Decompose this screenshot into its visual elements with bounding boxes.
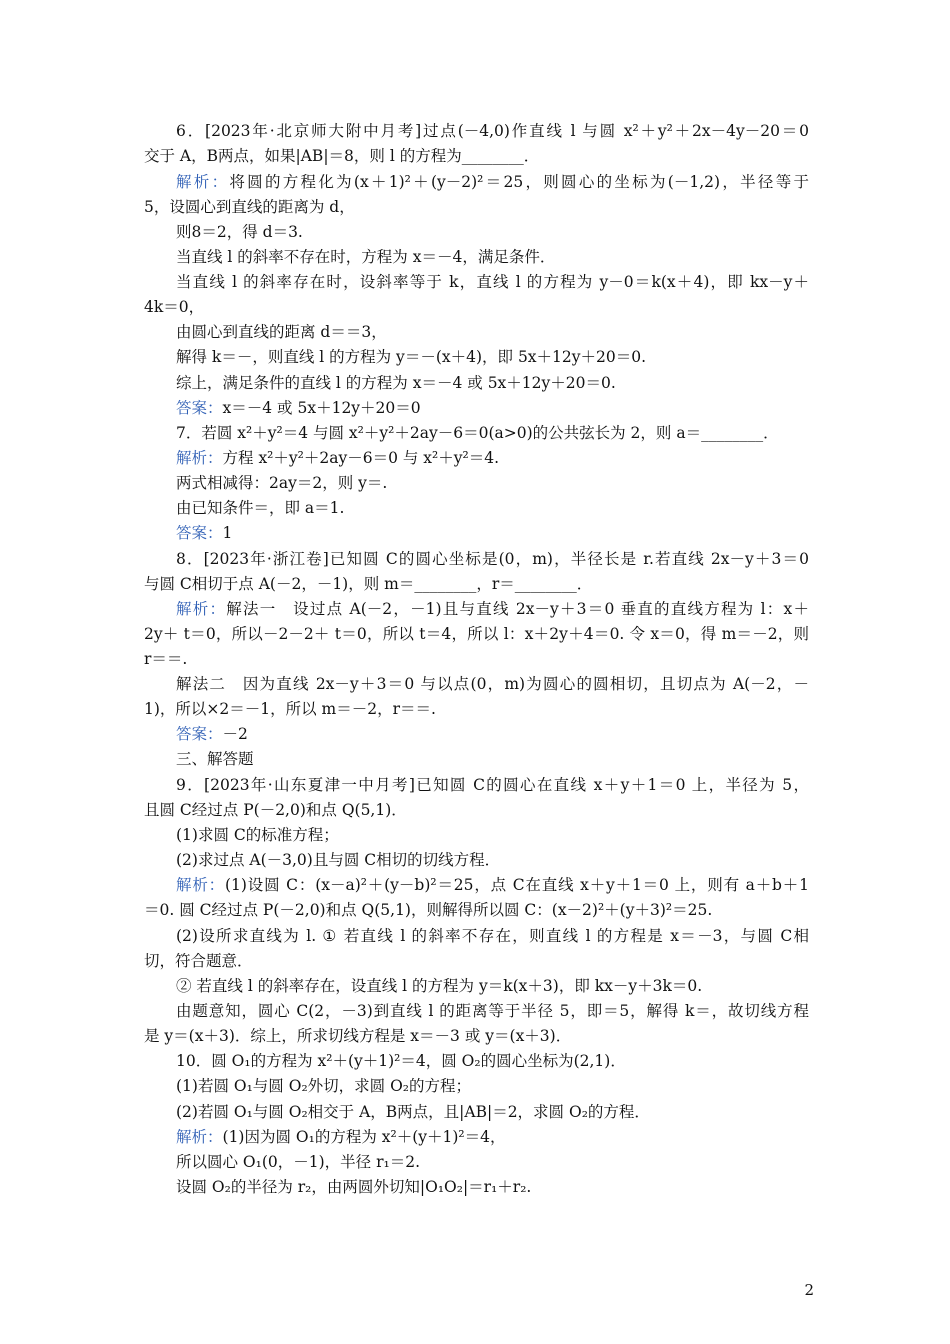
- answer-7: [176, 523, 809, 543]
- solution-6-line-9: [176, 373, 809, 393]
- jiexi-label: 解析：: [176, 173, 230, 191]
- text: 1)，所以×2＝－1，所以 m＝－2，r＝＝.: [144, 700, 436, 718]
- answer-8: [176, 724, 809, 744]
- text: 6．[2023年·北京师大附中月考]过点(－4,0)作直线 l 与圆 x²＋y²＋2x－4y－20＝0: [176, 122, 809, 140]
- text: 解法一 设过点 A(－2，－1)且与直线 2x－y＋3＝0 垂直的直线方程为 l：x＋: [226, 600, 809, 618]
- text: 由已知条件＝，即 a＝1.: [176, 499, 345, 517]
- text: (1)设圆 C：(x－a)²＋(y－b)²＝25，点 C在直线 x＋y＋1＝0 上，则有 a＋b＋1: [224, 876, 809, 894]
- problem-9-line-2: [144, 800, 809, 820]
- text: 三、解答题: [176, 750, 254, 768]
- text: 由圆心到直线的距离 d＝＝3，: [176, 323, 387, 341]
- text: 综上，满足条件的直线 l 的方程为 x＝－4 或 5x＋12y＋20＝0.: [176, 374, 616, 392]
- solution-9-line-4: [144, 951, 809, 971]
- text: 将圆的方程化为(x＋1)²＋(y－2)²＝25，则圆心的坐标为(－1,2)，半径等于: [229, 173, 809, 191]
- problem-9-part-2: [176, 850, 809, 870]
- text: ＝0. 圆 C经过点 P(－2,0)和点 Q(5,1)，则解得所以圆 C：(x－2)²＋(y＋3)²＝25.: [144, 901, 713, 919]
- text: 是 y＝(x＋3)．综上，所求切线方程是 x＝－3 或 y＝(x＋3)．: [144, 1027, 572, 1045]
- text: 4k＝0，: [144, 298, 205, 316]
- problem-9-part-1: [176, 825, 809, 845]
- solution-8-line-5: [144, 699, 809, 719]
- text: 9．[2023年·山东夏津一中月考]已知圆 C的圆心在直线 x＋y＋1＝0 上，半径为 5，: [176, 776, 809, 794]
- solution-6-line-7: [176, 322, 809, 342]
- text: 解得 k＝－，则直线 l 的方程为 y＝－(x＋4)，即 5x＋12y＋20＝0.: [176, 348, 647, 366]
- problem-10-part-2: [176, 1102, 809, 1122]
- text: (1)若圆 O₁与圆 O₂外切，求圆 O₂的方程；: [176, 1077, 472, 1095]
- text: (1)因为圆 O₁的方程为 x²＋(y＋1)²＝4，: [222, 1128, 506, 1146]
- text: 与圆 C相切于点 A(－2，－1)，则 m＝________，r＝________．: [144, 575, 593, 593]
- solution-9-line-1: [176, 875, 809, 895]
- solution-7-line-2: [176, 473, 809, 493]
- text: 1: [222, 524, 233, 542]
- text: 交于 A，B两点，如果|AB|＝8，则 l 的方程为________．: [144, 147, 540, 165]
- problem-6-line-1: [176, 121, 809, 141]
- solution-9-line-3: [176, 926, 809, 946]
- solution-6-line-5: [176, 272, 809, 292]
- text: －2: [222, 725, 248, 743]
- solution-6-line-1: [176, 172, 809, 192]
- problem-9-line-1: [176, 775, 809, 795]
- text: 方程 x²＋y²＋2ay－6＝0 与 x²＋y²＝4.: [222, 449, 500, 467]
- solution-10-line-3: [176, 1177, 809, 1197]
- daan-label: 答案：: [176, 725, 223, 743]
- solution-7-line-1: [176, 448, 809, 468]
- text: (2)求过点 A(－3,0)且与圆 C相切的切线方程．: [176, 851, 501, 869]
- text: 5，设圆心到直线的距离为 d，: [144, 198, 355, 216]
- solution-10-line-1: [176, 1127, 809, 1147]
- answer-6: [176, 398, 809, 418]
- solution-10-line-2: [176, 1152, 809, 1172]
- text: 设圆 O₂的半径为 r₂，由两圆外切知|O₁O₂|＝r₁＋r₂.: [176, 1178, 532, 1196]
- text: 切，符合题意．: [144, 952, 253, 970]
- solution-6-line-4: [176, 247, 809, 267]
- solution-6-line-8: [176, 347, 809, 367]
- text: ② 若直线 l 的斜率存在，设直线 l 的方程为 y＝k(x＋3)，即 kx－y＋3k＝0.: [176, 977, 703, 995]
- text: 当直线 l 的斜率不存在时，方程为 x＝－4，满足条件．: [176, 248, 556, 266]
- section-heading: [176, 749, 809, 769]
- text: 且圆 C经过点 P(－2,0)和点 Q(5,1)．: [144, 801, 407, 819]
- jiexi-label: 解析：: [176, 1128, 223, 1146]
- page-number: 2: [804, 1281, 814, 1299]
- text: 2y＋ t＝0，所以－2－2＋ t＝0，所以 t＝4，所以 l：x＋2y＋4＝0. 令 x＝0，得 m＝－2，则: [144, 625, 809, 643]
- solution-9-line-6: [176, 1001, 809, 1021]
- solution-8-line-2: [144, 624, 809, 644]
- daan-label: 答案：: [176, 399, 223, 417]
- problem-10-line-1: [176, 1051, 809, 1071]
- text: 当直线 l 的斜率存在时，设斜率等于 k，直线 l 的方程为 y－0＝k(x＋4)，即 kx－y＋: [176, 273, 809, 291]
- text: 解法二 因为直线 2x－y＋3＝0 与以点(0，m)为圆心的圆相切，且切点为 A(－2，－: [176, 675, 809, 693]
- jiexi-label: 解析：: [176, 876, 225, 894]
- solution-8-line-1: [176, 599, 809, 619]
- text: 所以圆心 O₁(0，－1)，半径 r₁＝2.: [176, 1153, 421, 1171]
- text: (2)若圆 O₁与圆 O₂相交于 A，B两点，且|AB|＝2，求圆 O₂的方程．: [176, 1103, 650, 1121]
- solution-7-line-3: [176, 498, 809, 518]
- solution-8-line-4: [176, 674, 809, 694]
- text: (1)求圆 C的标准方程；: [176, 826, 339, 844]
- problem-10-part-1: [176, 1076, 809, 1096]
- solution-9-line-7: [144, 1026, 809, 1046]
- solution-6-line-2: [144, 197, 809, 217]
- solution-9-line-5: [176, 976, 809, 996]
- text: x＝－4 或 5x＋12y＋20＝0: [222, 399, 421, 417]
- problem-8-line-2: [144, 574, 809, 594]
- solution-8-line-3: [144, 649, 809, 669]
- solution-6-line-3: [176, 222, 809, 242]
- jiexi-label: 解析：: [176, 600, 227, 618]
- solution-9-line-2: [144, 900, 809, 920]
- text: 由题意知，圆心 C(2，－3)到直线 l 的距离等于半径 5，即＝5，解得 k＝，故切线方程: [176, 1002, 809, 1020]
- problem-8-line-1: [176, 549, 809, 569]
- daan-label: 答案：: [176, 524, 223, 542]
- solution-6-line-6: [144, 297, 809, 317]
- problem-6-line-2: [144, 146, 809, 166]
- text: (2)设所求直线为 l. ① 若直线 l 的斜率不存在，则直线 l 的方程是 x＝－3，与圆 C相: [176, 927, 809, 945]
- text: 两式相减得：2ay＝2，则 y＝.: [176, 474, 388, 492]
- text: 则8＝2，得 d＝3.: [176, 223, 303, 241]
- text: r＝＝.: [144, 650, 188, 668]
- text: 7．若圆 x²＋y²＝4 与圆 x²＋y²＋2ay－6＝0(a>0)的公共弦长为 2，则 a＝________．: [176, 424, 779, 442]
- jiexi-label: 解析：: [176, 449, 223, 467]
- problem-7-line-1: [176, 423, 809, 443]
- text: 8．[2023年·浙江卷]已知圆 C的圆心坐标是(0，m)，半径长是 r.若直线 2x－y＋3＝0: [176, 550, 809, 568]
- text: 10．圆 O₁的方程为 x²＋(y＋1)²＝4，圆 O₂的圆心坐标为(2,1)．: [176, 1052, 626, 1070]
